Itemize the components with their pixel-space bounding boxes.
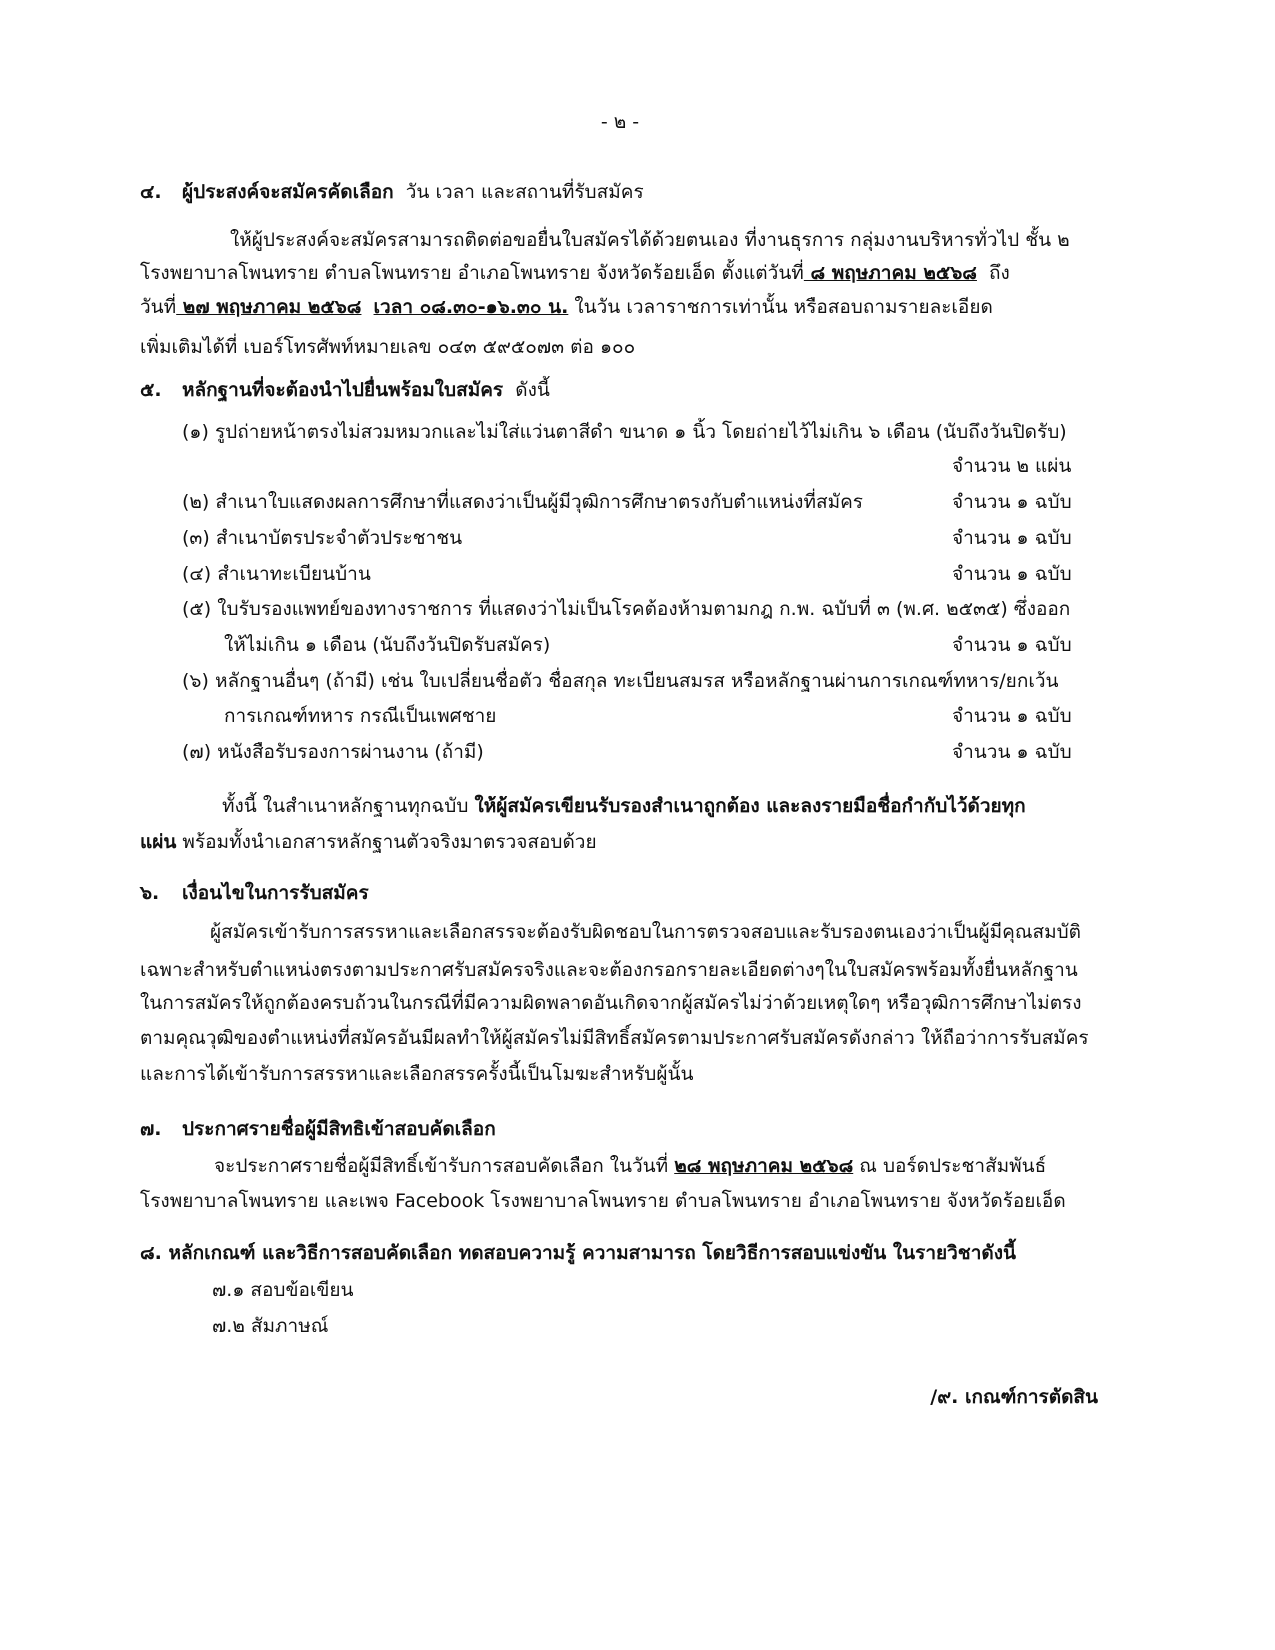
sub-item: ๗.๒ สัมภาษณ์ xyxy=(212,1315,329,1337)
text: ทั้งนี้ ในสำเนาหลักฐานทุกฉบับ xyxy=(222,795,475,817)
heading-text: ประกาศรายชื่อผู้มีสิทธิเข้าสอบคัดเลือก xyxy=(182,1118,496,1140)
section-number: ๔. xyxy=(140,181,162,203)
heading-text: เงื่อนไขในการรับสมัคร xyxy=(182,882,369,904)
item-quantity: จำนวน ๑ ฉบับ xyxy=(952,527,1072,549)
continuation-footer: /๙. เกณฑ์การตัดสิน xyxy=(930,1386,1098,1408)
section-number: ๕. xyxy=(140,379,162,401)
text: ถึง xyxy=(989,262,1010,284)
bold-text: แผ่น xyxy=(140,831,177,853)
item-number: (๕) xyxy=(182,598,212,620)
paragraph-line: เพิ่มเติมได้ที่ เบอร์โทรศัพท์หมายเลข ๐๔๓ ๕๙๕๐๗๓ ต่อ ๑๐๐ xyxy=(140,336,636,358)
item-text: หนังสือรับรองการผ่านงาน (ถ้ามี) xyxy=(217,741,484,763)
item-number: (๑) xyxy=(182,421,209,443)
text: ณ บอร์ดประชาสัมพันธ์ xyxy=(853,1155,1047,1177)
item-number: (๓) xyxy=(182,527,210,549)
bold-text: ให้ผู้สมัครเขียนรับรองสำเนาถูกต้อง และลงรายมือชื่อกำกับไว้ด้วยทุก xyxy=(474,795,1026,817)
paragraph-line xyxy=(140,828,597,856)
heading-rest: ดังนี้ xyxy=(515,379,550,401)
section-number: ๗. xyxy=(140,1118,162,1140)
start-date: ๘ พฤษภาคม ๒๕๖๘ xyxy=(803,262,977,284)
text: วันที่ xyxy=(140,296,177,318)
text: ในวัน เวลาราชการเท่านั้น หรือสอบถามรายละเอียด xyxy=(574,296,993,318)
heading-text: ผู้ประสงค์จะสมัครคัดเลือก xyxy=(182,181,394,203)
paragraph-line xyxy=(140,293,993,321)
paragraph-line: และการได้เข้ารับการสรรหาและเลือกสรรครั้งนี้เป็นโมฆะสำหรับผู้นั้น xyxy=(140,1063,694,1085)
text: พร้อมทั้งนำเอกสารหลักฐานตัวจริงมาตรวจสอบด้วย xyxy=(176,831,597,853)
item-quantity: จำนวน ๑ ฉบับ xyxy=(952,563,1072,585)
item-text: ใบรับรองแพทย์ของทางราชการ ที่แสดงว่าไม่เป็นโรคต้องห้ามตามกฎ ก.พ. ฉบับที่ ๓ (พ.ศ. ๒๕๓๕) ซึ่งออก xyxy=(217,598,1071,620)
paragraph-line: เฉพาะสำหรับตำแหน่งตรงตามประกาศรับสมัครจริงและจะต้องกรอกรายละเอียดต่างๆในใบสมัครพร้อมทั้งยื่นหลักฐาน xyxy=(140,959,1078,981)
paragraph-line xyxy=(222,792,1026,820)
heading-rest: วัน เวลา และสถานที่รับสมัคร xyxy=(405,181,644,203)
item-text: สำเนาบัตรประจำตัวประชาชน xyxy=(215,527,463,549)
office-hours: เวลา ๐๘.๓๐-๑๖.๓๐ น. xyxy=(373,296,569,318)
section-4-heading xyxy=(140,178,644,206)
section-6-heading xyxy=(140,879,369,907)
item-quantity: จำนวน ๑ ฉบับ xyxy=(952,741,1072,763)
item-text: สำเนาทะเบียนบ้าน xyxy=(217,563,371,585)
item-number: (๗) xyxy=(182,741,212,763)
paragraph-line: ตามคุณวุฒิของตำแหน่งที่สมัครอันมีผลทำให้ผู้สมัครไม่มีสิทธิ์สมัครตามประกาศรับสมัครดังกล่าว ให้ถือว่าการรับสมัคร xyxy=(140,1027,1089,1049)
section-7-heading xyxy=(140,1115,496,1143)
paragraph-line: ผู้สมัครเข้ารับการสรรหาและเลือกสรรจะต้องรับผิดชอบในการตรวจสอบและรับรองตนเองว่าเป็นผู้มีคุณสมบัติ xyxy=(210,921,1082,943)
item-quantity: จำนวน ๒ แผ่น xyxy=(952,455,1072,477)
section-5-heading xyxy=(140,376,550,404)
paragraph-line xyxy=(214,1152,1046,1180)
item-text: รูปถ่ายหน้าตรงไม่สวมหมวกและไม่ใส่แว่นตาสีดำ ขนาด ๑ นิ้ว โดยถ่ายไว้ไม่เกิน ๖ เดือน (นับถึงวันปิดรับ) xyxy=(214,421,1067,443)
item-quantity: จำนวน ๑ ฉบับ xyxy=(952,491,1072,513)
sub-item: ๗.๑ สอบข้อเขียน xyxy=(212,1279,354,1301)
section-number: ๖. xyxy=(140,882,160,904)
item-number: (๒) xyxy=(182,491,210,513)
announce-date: ๒๘ พฤษภาคม ๒๕๖๘ xyxy=(674,1155,854,1177)
text: จะประกาศรายชื่อผู้มีสิทธิ์เข้ารับการสอบคัดเลือก ในวันที่ xyxy=(214,1155,675,1177)
item-quantity: จำนวน ๑ ฉบับ xyxy=(952,634,1072,656)
text: โรงพยาบาลโพนทราย ตำบลโพนทราย อำเภอโพนทราย จังหวัดร้อยเอ็ด ตั้งแต่วันที่ xyxy=(140,262,804,284)
item-quantity: จำนวน ๑ ฉบับ xyxy=(952,705,1072,727)
item-text: หลักฐานอื่นๆ (ถ้ามี) เช่น ใบเปลี่ยนชื่อตัว ชื่อสกุล ทะเบียนสมรส หรือหลักฐานผ่านการเกณฑ์ทหาร/ยกเว้น xyxy=(214,670,1059,692)
item-text-continued: การเกณฑ์ทหาร กรณีเป็นเพศชาย xyxy=(224,705,497,727)
paragraph-line: ในการสมัครให้ถูกต้องครบถ้วนในกรณีที่มีความผิดพลาดอันเกิดจากผู้สมัครไม่ว่าด้วยเหตุใดๆ หรือวุฒิการศึกษาไม่ตรง xyxy=(140,992,1082,1014)
section-8-heading: ๘. หลักเกณฑ์ และวิธีการสอบคัดเลือก ทดสอบความรู้ ความสามารถ โดยวิธีการสอบแข่งขัน ในรายวิชาดังนี้ xyxy=(140,1242,1016,1264)
end-date: ๒๗ พฤษภาคม ๒๕๖๘ xyxy=(176,296,362,318)
item-number: (๔) xyxy=(182,563,212,585)
heading-text: หลักฐานที่จะต้องนำไปยื่นพร้อมใบสมัคร xyxy=(182,379,504,401)
item-text-continued: ให้ไม่เกิน ๑ เดือน (นับถึงวันปิดรับสมัคร) xyxy=(224,634,551,656)
item-text: สำเนาใบแสดงผลการศึกษาที่แสดงว่าเป็นผู้มีวุฒิการศึกษาตรงกับตำแหน่งที่สมัคร xyxy=(215,491,864,513)
paragraph-line xyxy=(140,259,1010,287)
item-number: (๖) xyxy=(182,670,209,692)
paragraph-line: ให้ผู้ประสงค์จะสมัครสามารถติดต่อขอยื่นใบสมัครได้ด้วยตนเอง ที่งานธุรการ กลุ่มงานบริหารทั่วไป ชั้น ๒ xyxy=(230,229,1070,251)
paragraph-line: โรงพยาบาลโพนทราย และเพจ Facebook โรงพยาบาลโพนทราย ตำบลโพนทราย อำเภอโพนทราย จังหวัดร้อยเอ็ด xyxy=(140,1190,1066,1212)
page-number: - ๒ - xyxy=(600,111,640,133)
